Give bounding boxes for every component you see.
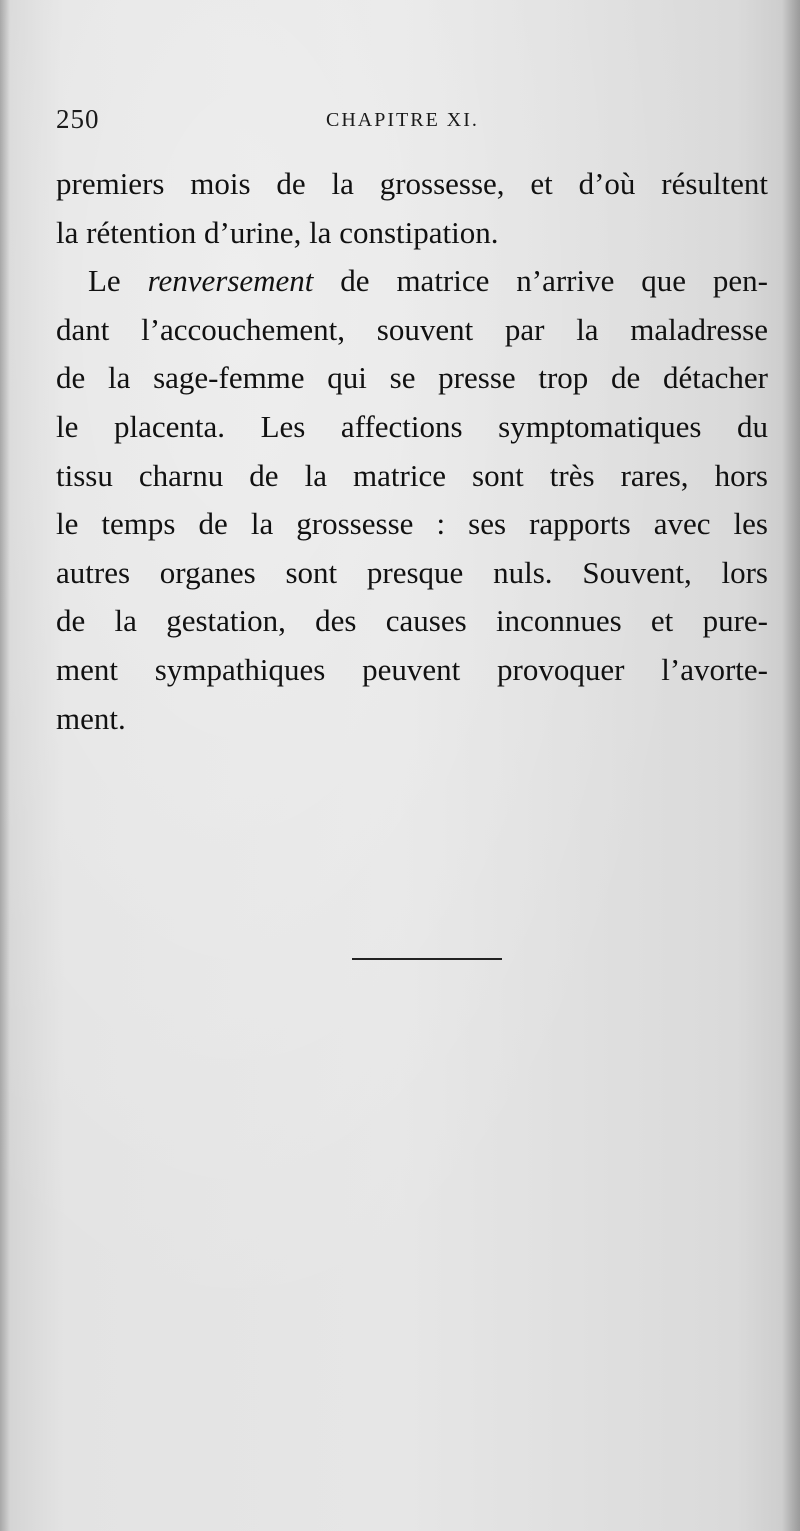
paragraph-1 [56,160,768,257]
text-line: autres organes sont presque nuls. Souvent, lors [56,554,768,590]
body-text [56,160,768,743]
text-fragment: de matrice n’arrive que pen- [313,263,768,299]
running-head [56,104,756,144]
page-number: 250 [56,104,100,134]
text-line: dant l’accouchement, souvent par la maladresse [56,311,768,347]
section-divider [352,958,502,960]
text-line: premiers mois de la grossesse, et d’où résultent [56,166,768,201]
text-line: tissu charnu de la matrice sont très rares, hors [56,457,768,493]
text-fragment: Le [88,263,148,299]
page-shadow-right [782,0,800,1531]
text-line: la rétention d’urine, la constipation. [56,214,499,250]
text-line: le temps de la grossesse : ses rapports avec les [56,506,768,542]
text-line: ment sympathiques peuvent provoquer l’avorte- [56,651,768,687]
chapter-title: CHAPITRE XI. [326,109,479,131]
text-line [56,257,768,306]
text-line: de la gestation, des causes inconnues et pure- [56,603,768,639]
text-line: le placenta. Les affections symptomatiques du [56,408,768,444]
text-line: ment. [56,700,126,736]
page-shadow-left [0,0,10,1531]
paragraph-2 [56,257,768,743]
italic-term: renversement [147,263,314,299]
text-line: de la sage-femme qui se presse trop de détacher [56,360,768,396]
